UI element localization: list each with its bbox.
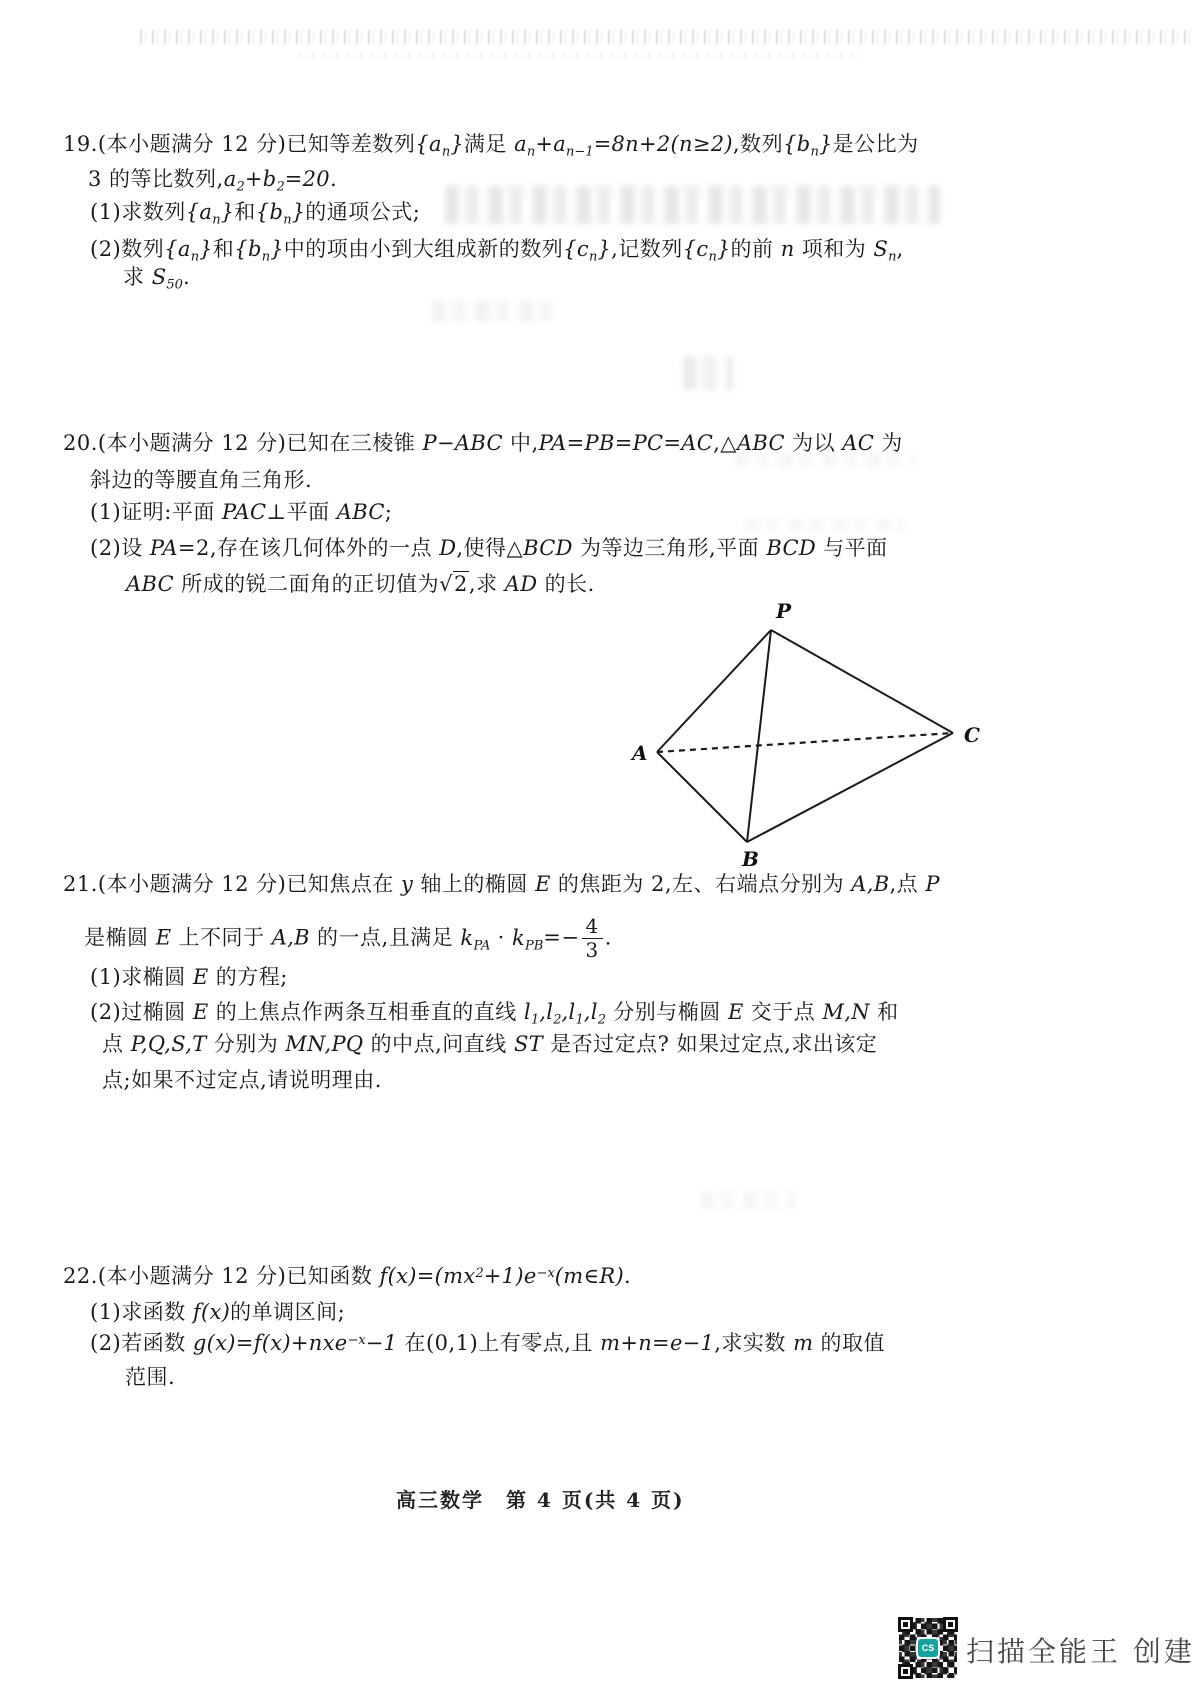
problem-19-line: (1)求数列$\{a_n\}$和$\{b_n\}$的通项公式; [90, 200, 421, 228]
problem-21-line: (1)求椭圆 E 的方程; [90, 965, 288, 989]
problem-20-line: (1)证明:平面 PAC⊥平面 ABC; [90, 500, 393, 524]
problem-21-line: 点;如果不过定点,请说明理由. [102, 1068, 382, 1092]
scan-noise-band-2 [300, 52, 860, 59]
ghost-bleedthrough [432, 300, 552, 322]
problem-20-line: 斜边的等腰直角三角形. [90, 468, 313, 492]
tetrahedron-figure [580, 590, 1000, 885]
qr-finder-icon [943, 1617, 958, 1632]
problem-22-line: 22.(本小题满分 12 分)已知函数 $f(x)=(mx^2+1)e^{-x}(m\in R)$. [63, 1264, 632, 1288]
edge-PB [747, 630, 771, 842]
vertex-label-A: A [632, 741, 648, 765]
problem-21-line: (2)过椭圆 E 的上焦点作两条互相垂直的直线 $l_1,l_2,l_1,l_2$ 分别与椭圆 E 交于点 M,N 和 [90, 1000, 899, 1028]
ghost-bleedthrough [683, 356, 733, 390]
page-footer: 高三数学 第 4 页(共 4 页) [396, 1488, 685, 1512]
camscanner-logo-icon: CS [916, 1637, 940, 1659]
sqrt-radical: √2 [439, 572, 468, 596]
watermark-label: 扫描全能王 创建 [966, 1635, 1195, 1668]
problem-21-line: 是椭圆 E 上不同于 A,B 的一点,且满足 $k_{PA} \cdot k_{PB}=-$ $\frac{4}{3}$ . [84, 914, 612, 962]
problem-22-line: (2)若函数 g(x)=f(x)+nxe$^{-x}$−1 在(0,1)上有零点,且 m+n=e−1,求实数 m 的取值 [90, 1331, 885, 1355]
qr-finder-icon [898, 1617, 913, 1632]
problem-20-line: 20.(本小题满分 12 分)已知在三棱锥 P−ABC 中,PA=PB=PC=AC,△ABC 为以 AC 为 [63, 431, 903, 455]
vertex-label-P: P [776, 599, 792, 623]
edge-BC [747, 733, 953, 842]
vertex-label-C: C [964, 723, 980, 747]
problem-20-line: ABC 所成的锐二面角的正切值为√2,求 AD 的长. [126, 572, 595, 596]
problem-19-line: 求 $S_{50}$. [123, 265, 191, 293]
problem-22-line: 范围. [125, 1365, 176, 1389]
vertex-label-B: B [742, 847, 759, 871]
problem-22-line: (1)求函数 f(x)的单调区间; [90, 1300, 346, 1324]
ghost-bleedthrough [445, 186, 940, 224]
qr-finder-icon [898, 1664, 913, 1679]
problem-19-line: (2)数列$\{a_n\}$和$\{b_n\}$中的项由小到大组成新的数列$\{c_n\}$,记数列$\{c_n\}$的前 n 项和为 $S_n$, [90, 237, 904, 265]
ghost-bleedthrough [700, 1192, 795, 1209]
edge-AB [657, 752, 747, 842]
problem-21-line: 点 P,Q,S,T 分别为 MN,PQ 的中点,问直线 ST 是否过定点? 如果过定点,求出该定 [102, 1032, 878, 1056]
edge-AC [657, 733, 953, 752]
scan-noise-band [140, 30, 1195, 44]
ghost-bleedthrough [745, 518, 905, 533]
problem-21-line: 21.(本小题满分 12 分)已知焦点在 y 轴上的椭圆 E 的焦距为 2,左、右端点分别为 A,B,点 P [63, 872, 940, 896]
edge-PA [657, 630, 771, 752]
edge-PC [771, 630, 953, 733]
fraction: $\frac{4}{3}$ [582, 916, 603, 961]
problem-20-line: (2)设 PA=2,存在该几何体外的一点 D,使得△BCD 为等边三角形,平面 BCD 与平面 [90, 536, 888, 560]
problem-19-line: 19.(本小题满分 12 分)已知等差数列$\{a_n\}$满足 $a_n+a_{n-1}=8n+2(n\ge 2)$,数列$\{b_n\}$是公比为 [63, 132, 919, 160]
qr-code [899, 1618, 957, 1678]
problem-19-line: 3 的等比数列$,a_2+b_2=20$. [88, 167, 338, 195]
